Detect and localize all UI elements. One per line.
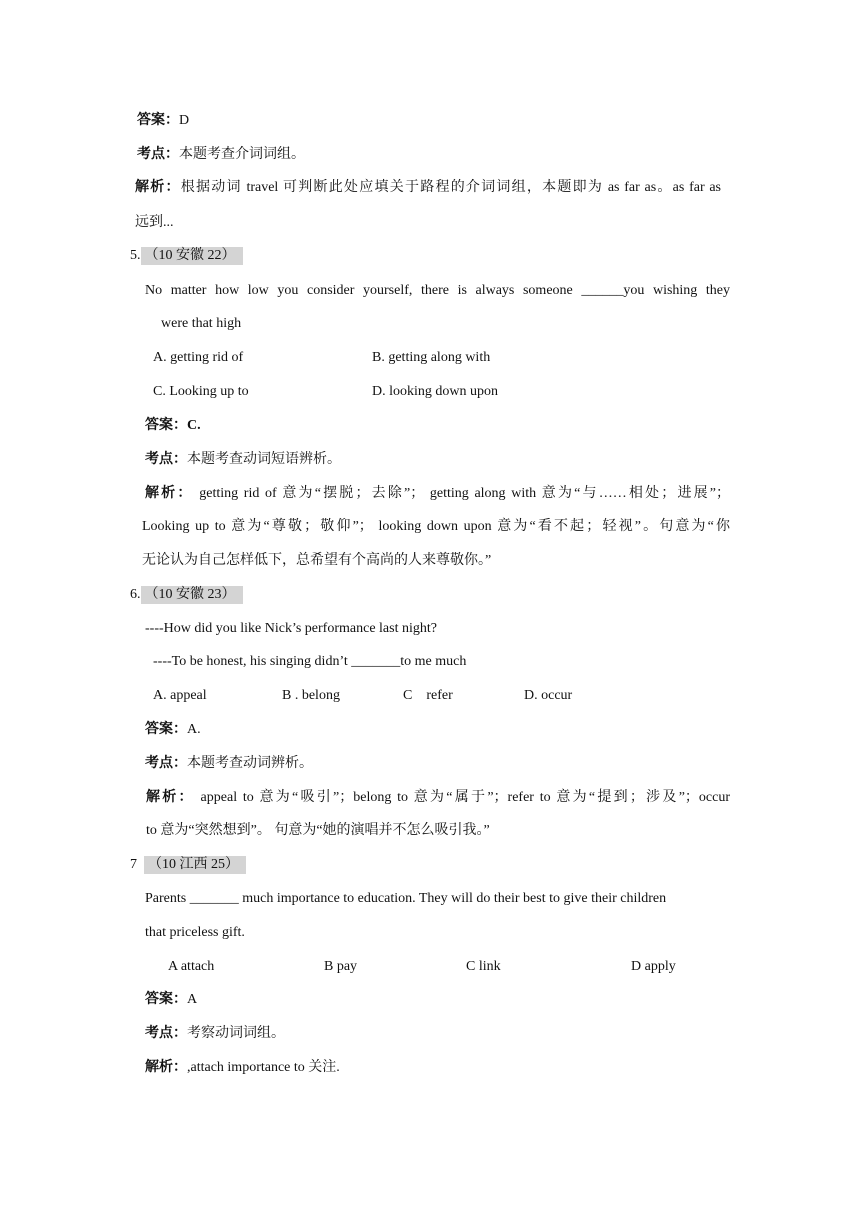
q6-point [145, 754, 313, 774]
q4-answer [137, 111, 189, 131]
q5-point [145, 450, 341, 470]
analysis-text: appeal to 意为“吸引”；belong to 意为“属于”；refer to 意为“提到；涉及”；occur [194, 790, 730, 805]
point-text: 考察动词词组。 [187, 1026, 285, 1041]
point-text: 本题考查动词辨析。 [187, 756, 313, 771]
q7-stem-line1: Parents _______ much importance to education. They will do their best to give their children [145, 891, 667, 906]
q7-analysis [145, 1058, 340, 1078]
answer-value: C. [187, 418, 201, 433]
analysis-text: ,attach importance to 关注. [187, 1060, 340, 1075]
q5-option-c: C. Looking up to [153, 384, 249, 399]
q6-analysis-line1 [146, 788, 730, 808]
analysis-text: 根据动词 travel 可判断此处应填关于路程的介词词组，本题即为 as far as。as far as [180, 180, 722, 195]
q6-answer [145, 720, 201, 740]
q5-header [130, 246, 243, 266]
question-source: （10 安徽 22） [141, 247, 243, 265]
question-source: （10 安徽 23） [141, 586, 243, 604]
q5-option-a: A. getting rid of [153, 350, 244, 365]
point-label: 考点： [145, 452, 187, 467]
q5-stem-line2: were that high [161, 316, 242, 331]
answer-value: A [187, 992, 198, 1007]
q6-dialog-line2: ----To be honest, his singing didn’t _______to me much [153, 654, 467, 669]
answer-value: D [179, 113, 190, 128]
q7-option-a: A attach [168, 959, 215, 974]
q7-header [130, 855, 246, 875]
q6-header [130, 585, 243, 605]
q7-point [145, 1024, 285, 1044]
q4-point [137, 145, 305, 165]
q7-option-d: D apply [631, 959, 676, 974]
answer-label: 答案： [145, 418, 187, 433]
q5-answer [145, 416, 201, 436]
q7-stem-line2: that priceless gift. [145, 925, 245, 940]
q5-option-d: D. looking down upon [372, 384, 498, 399]
point-text: 本题考查动词短语辨析。 [187, 452, 341, 467]
point-text: 本题考查介词词组。 [179, 147, 305, 162]
q6-analysis-line2: to 意为“突然想到”。 句意为“她的演唱并不怎么吸引我。” [146, 823, 490, 838]
analysis-label: 解析： [145, 1060, 187, 1075]
analysis-label: 解析： [135, 180, 181, 195]
q4-analysis-line1 [135, 178, 721, 198]
q6-dialog-line1: ----How did you like Nick’s performance last night? [145, 621, 437, 636]
q6-option-d: D. occur [524, 688, 573, 703]
answer-label: 答案： [137, 113, 179, 128]
question-number: 5. [130, 248, 141, 263]
analysis-label: 解析： [146, 790, 195, 805]
q5-analysis-line1 [145, 484, 730, 504]
answer-label: 答案： [145, 992, 187, 1007]
q7-option-c: C link [466, 959, 501, 974]
analysis-label: 解析： [145, 486, 194, 501]
analysis-text: getting rid of 意为“摆脱；去除”； getting along with 意为“与……相处；进展”； [193, 486, 731, 501]
q5-analysis-line3: 无论认为自己怎样低下，总希望有个高尚的人来尊敬你。” [142, 553, 492, 568]
point-label: 考点： [137, 147, 179, 162]
q7-answer [145, 990, 197, 1010]
q6-option-c: C refer [403, 688, 453, 703]
q4-analysis-line2: 远到... [135, 215, 174, 230]
point-label: 考点： [145, 1026, 187, 1041]
question-source: （10 江西 25） [144, 856, 246, 874]
question-number: 6. [130, 587, 141, 602]
q7-option-b: B pay [324, 959, 358, 974]
point-label: 考点： [145, 756, 187, 771]
q6-option-a: A. appeal [153, 688, 207, 703]
q5-stem-line1: No matter how low you consider yourself, there is always someone ______you wishing they [145, 283, 730, 298]
answer-value: A. [187, 722, 201, 737]
q5-option-b: B. getting along with [372, 350, 491, 365]
answer-label: 答案： [145, 722, 187, 737]
question-number: 7 [130, 857, 137, 872]
q5-analysis-line2: Looking up to 意为“尊敬；敬仰”； looking down upon 意为“看不起；轻视”。句意为“你 [142, 519, 730, 534]
q6-option-b: B . belong [282, 688, 340, 703]
